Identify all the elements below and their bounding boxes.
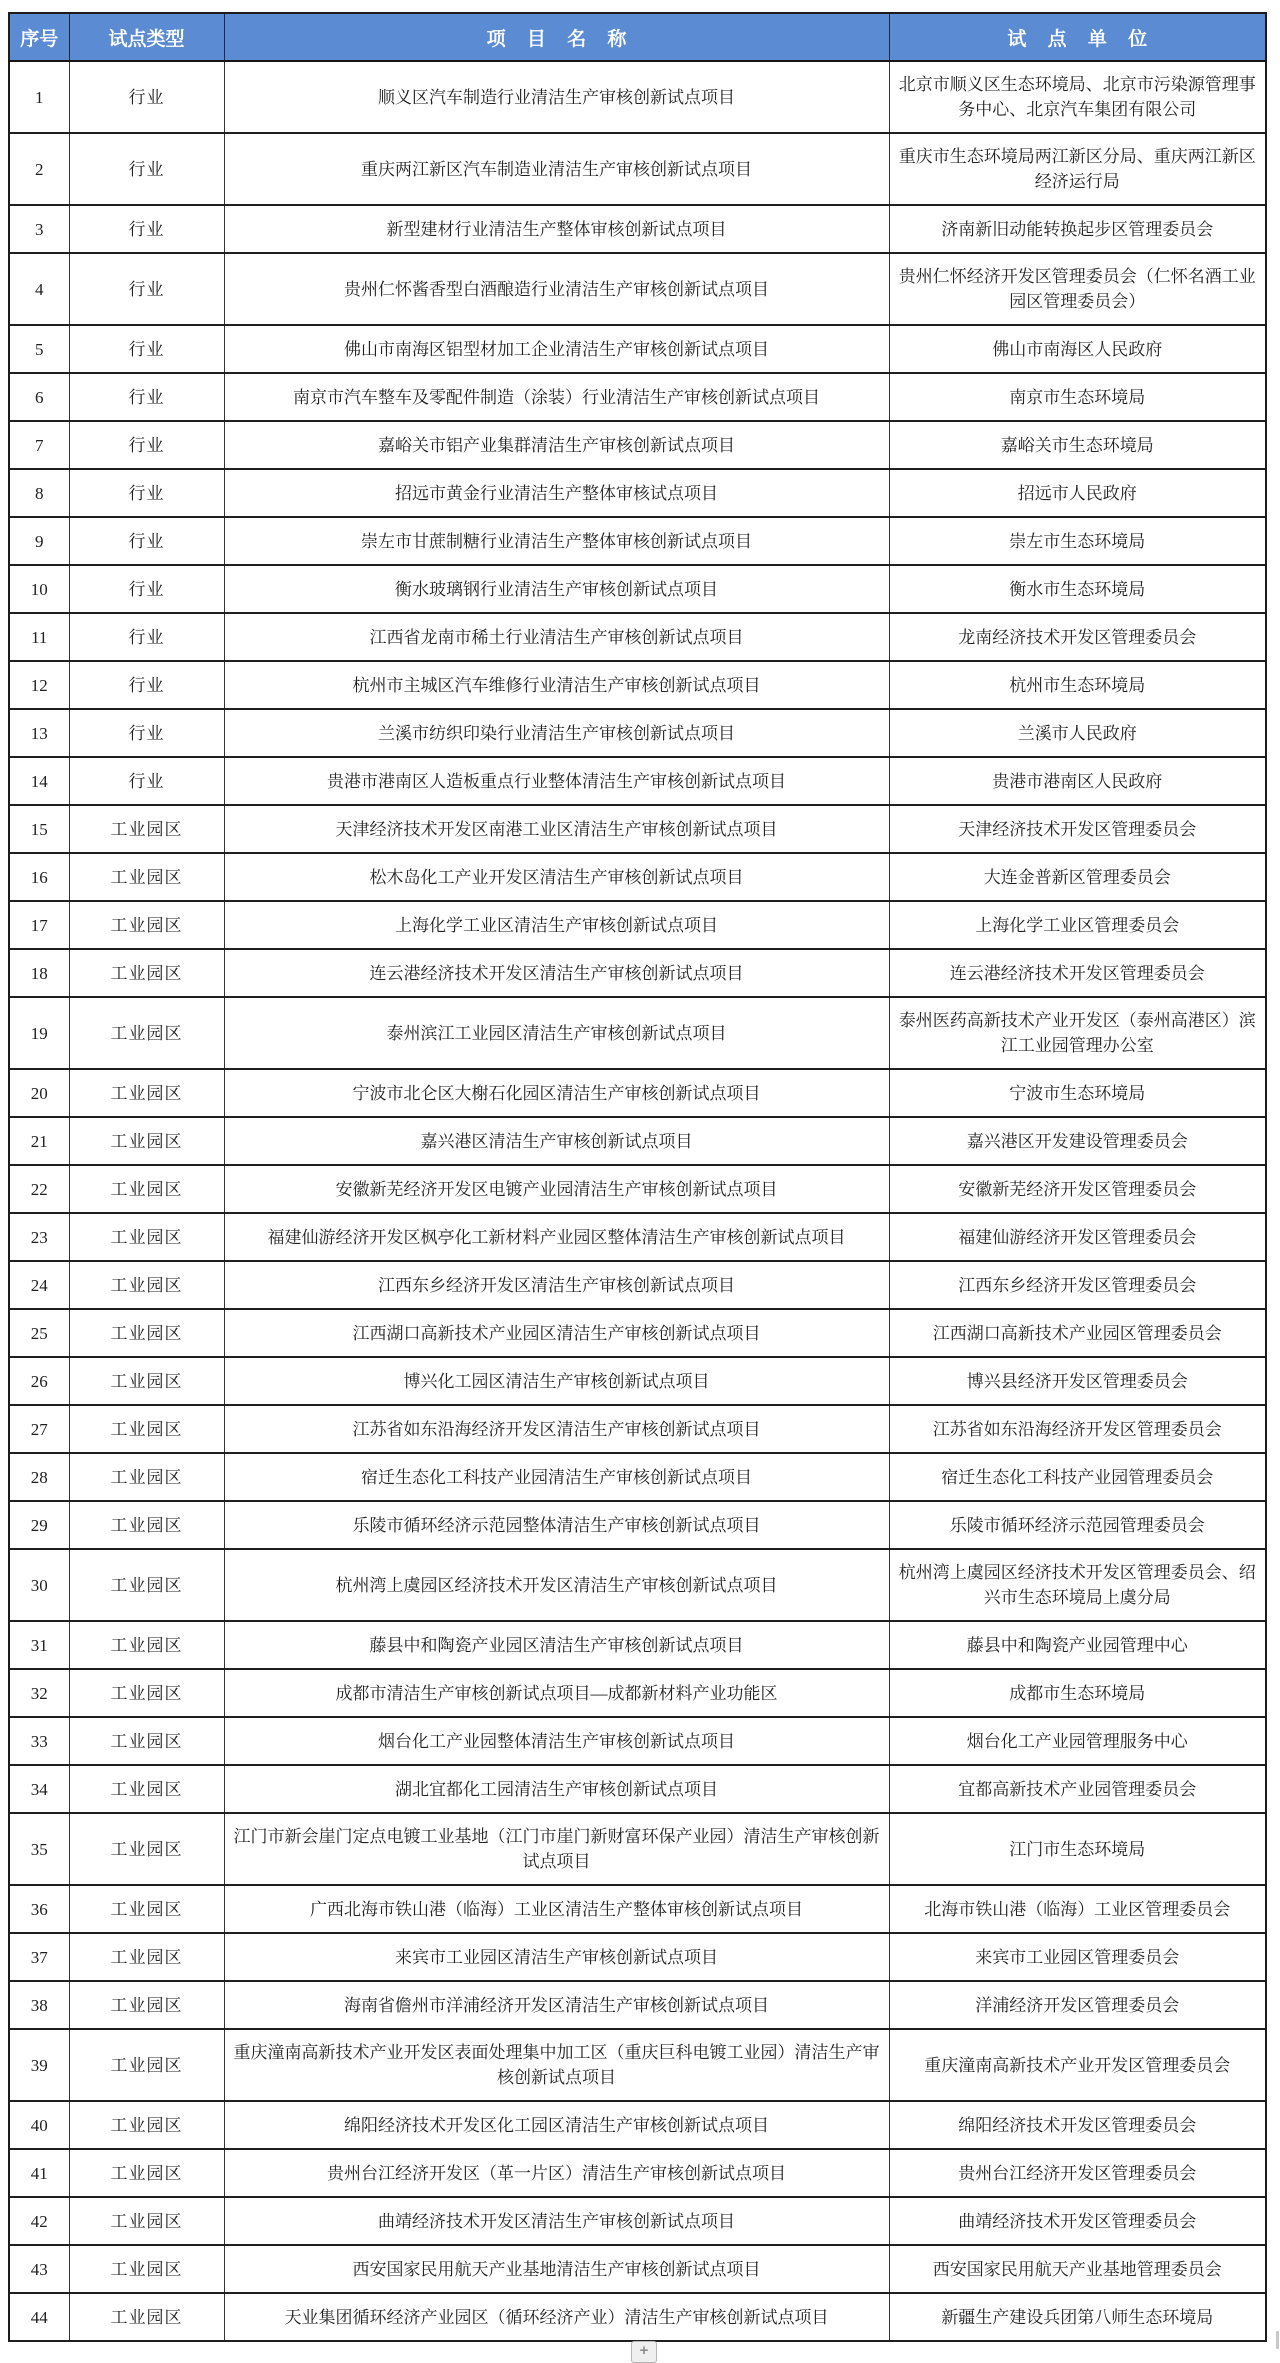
cell-pilot-type: 工业园区: [69, 2245, 224, 2293]
cell-pilot-unit: 北京市顺义区生态环境局、北京市污染源管理事务中心、北京汽车集团有限公司: [889, 61, 1266, 133]
cell-index: 5: [9, 325, 69, 373]
cell-project-name: 佛山市南海区铝型材加工企业清洁生产审核创新试点项目: [224, 325, 889, 373]
cell-pilot-type: 工业园区: [69, 1309, 224, 1357]
cell-pilot-unit: 藤县中和陶瓷产业园管理中心: [889, 1621, 1266, 1669]
cell-index: 12: [9, 661, 69, 709]
table-row: [9, 325, 1266, 373]
cell-pilot-type: 工业园区: [69, 1405, 224, 1453]
cell-index: 16: [9, 853, 69, 901]
table-body: [9, 61, 1266, 2341]
table-header-row: [9, 13, 1266, 61]
cell-index: 28: [9, 1453, 69, 1501]
cell-project-name: 来宾市工业园区清洁生产审核创新试点项目: [224, 1933, 889, 1981]
cell-pilot-unit: 新疆生产建设兵团第八师生态环境局: [889, 2293, 1266, 2341]
cell-pilot-unit: 招远市人民政府: [889, 469, 1266, 517]
cell-pilot-type: 行业: [69, 325, 224, 373]
cell-index: 43: [9, 2245, 69, 2293]
table-row: [9, 61, 1266, 133]
cell-project-name: 江门市新会崖门定点电镀工业基地（江门市崖门新财富环保产业园）清洁生产审核创新试点项目: [224, 1813, 889, 1885]
cell-pilot-type: 行业: [69, 373, 224, 421]
cell-pilot-type: 工业园区: [69, 1717, 224, 1765]
col-header-unit: 试 点 单 位: [889, 13, 1266, 61]
cell-project-name: 顺义区汽车制造行业清洁生产审核创新试点项目: [224, 61, 889, 133]
cell-index: 35: [9, 1813, 69, 1885]
cell-index: 27: [9, 1405, 69, 1453]
cell-project-name: 衡水玻璃钢行业清洁生产审核创新试点项目: [224, 565, 889, 613]
table-row: [9, 1717, 1266, 1765]
cell-project-name: 杭州湾上虞园区经济技术开发区清洁生产审核创新试点项目: [224, 1549, 889, 1621]
cell-project-name: 安徽新芜经济开发区电镀产业园清洁生产审核创新试点项目: [224, 1165, 889, 1213]
cell-index: 25: [9, 1309, 69, 1357]
cell-index: 19: [9, 997, 69, 1069]
cell-index: 22: [9, 1165, 69, 1213]
cell-pilot-type: 工业园区: [69, 2029, 224, 2101]
cell-pilot-type: 行业: [69, 469, 224, 517]
table-row: [9, 853, 1266, 901]
cell-pilot-unit: 江苏省如东沿海经济开发区管理委员会: [889, 1405, 1266, 1453]
table-row: [9, 1669, 1266, 1717]
cell-pilot-unit: 宿迁生态化工科技产业园管理委员会: [889, 1453, 1266, 1501]
cell-pilot-type: 工业园区: [69, 901, 224, 949]
table-row: [9, 1309, 1266, 1357]
cell-project-name: 嘉峪关市铝产业集群清洁生产审核创新试点项目: [224, 421, 889, 469]
cell-index: 41: [9, 2149, 69, 2197]
cell-pilot-type: 行业: [69, 253, 224, 325]
cell-pilot-unit: 龙南经济技术开发区管理委员会: [889, 613, 1266, 661]
cell-pilot-unit: 衡水市生态环境局: [889, 565, 1266, 613]
cell-pilot-unit: 乐陵市循环经济示范园管理委员会: [889, 1501, 1266, 1549]
cell-project-name: 烟台化工产业园整体清洁生产审核创新试点项目: [224, 1717, 889, 1765]
table-row: [9, 709, 1266, 757]
cell-project-name: 江西东乡经济开发区清洁生产审核创新试点项目: [224, 1261, 889, 1309]
cell-pilot-unit: 天津经济技术开发区管理委员会: [889, 805, 1266, 853]
cell-pilot-unit: 贵州仁怀经济开发区管理委员会（仁怀名酒工业园区管理委员会）: [889, 253, 1266, 325]
cell-project-name: 招远市黄金行业清洁生产整体审核试点项目: [224, 469, 889, 517]
cell-index: 31: [9, 1621, 69, 1669]
cell-pilot-unit: 重庆市生态环境局两江新区分局、重庆两江新区经济运行局: [889, 133, 1266, 205]
cell-project-name: 天津经济技术开发区南港工业区清洁生产审核创新试点项目: [224, 805, 889, 853]
cell-project-name: 连云港经济技术开发区清洁生产审核创新试点项目: [224, 949, 889, 997]
cell-index: 18: [9, 949, 69, 997]
table-row: [9, 2245, 1266, 2293]
cell-pilot-unit: 贵州台江经济开发区管理委员会: [889, 2149, 1266, 2197]
cell-project-name: 新型建材行业清洁生产整体审核创新试点项目: [224, 205, 889, 253]
table-row: [9, 2101, 1266, 2149]
cell-project-name: 海南省儋州市洋浦经济开发区清洁生产审核创新试点项目: [224, 1981, 889, 2029]
cell-project-name: 曲靖经济技术开发区清洁生产审核创新试点项目: [224, 2197, 889, 2245]
cell-index: 11: [9, 613, 69, 661]
cell-pilot-type: 工业园区: [69, 1981, 224, 2029]
cell-index: 1: [9, 61, 69, 133]
table-row: [9, 1213, 1266, 1261]
table-row: [9, 1261, 1266, 1309]
cell-index: 3: [9, 205, 69, 253]
cell-index: 6: [9, 373, 69, 421]
cell-index: 38: [9, 1981, 69, 2029]
cell-project-name: 泰州滨江工业园区清洁生产审核创新试点项目: [224, 997, 889, 1069]
cell-pilot-unit: 大连金普新区管理委员会: [889, 853, 1266, 901]
table-row: [9, 2029, 1266, 2101]
cell-project-name: 贵州台江经济开发区（革一片区）清洁生产审核创新试点项目: [224, 2149, 889, 2197]
cell-pilot-unit: 江西湖口高新技术产业园区管理委员会: [889, 1309, 1266, 1357]
cell-project-name: 江苏省如东沿海经济开发区清洁生产审核创新试点项目: [224, 1405, 889, 1453]
cell-project-name: 成都市清洁生产审核创新试点项目—成都新材料产业功能区: [224, 1669, 889, 1717]
cell-pilot-unit: 江西东乡经济开发区管理委员会: [889, 1261, 1266, 1309]
cell-pilot-type: 工业园区: [69, 1213, 224, 1261]
cell-pilot-unit: 杭州市生态环境局: [889, 661, 1266, 709]
cell-pilot-type: 工业园区: [69, 1621, 224, 1669]
cell-pilot-type: 工业园区: [69, 1933, 224, 1981]
table-row: [9, 253, 1266, 325]
cell-index: 20: [9, 1069, 69, 1117]
cell-index: 44: [9, 2293, 69, 2341]
cell-pilot-type: 行业: [69, 421, 224, 469]
cell-pilot-unit: 博兴县经济开发区管理委员会: [889, 1357, 1266, 1405]
cell-pilot-type: 工业园区: [69, 1549, 224, 1621]
table-row: [9, 757, 1266, 805]
cell-pilot-type: 工业园区: [69, 1813, 224, 1885]
table-row: [9, 1549, 1266, 1621]
cell-pilot-type: 工业园区: [69, 853, 224, 901]
cell-index: 24: [9, 1261, 69, 1309]
cell-index: 23: [9, 1213, 69, 1261]
cell-pilot-unit: 福建仙游经济开发区管理委员会: [889, 1213, 1266, 1261]
table-row: [9, 1069, 1266, 1117]
table-row: [9, 1765, 1266, 1813]
cell-pilot-unit: 南京市生态环境局: [889, 373, 1266, 421]
cell-pilot-unit: 嘉兴港区开发建设管理委员会: [889, 1117, 1266, 1165]
table-row: [9, 805, 1266, 853]
cell-pilot-type: 工业园区: [69, 1765, 224, 1813]
table-row: [9, 2293, 1266, 2341]
cell-index: 10: [9, 565, 69, 613]
cell-index: 42: [9, 2197, 69, 2245]
cell-pilot-type: 行业: [69, 709, 224, 757]
cell-index: 9: [9, 517, 69, 565]
cell-pilot-unit: 江门市生态环境局: [889, 1813, 1266, 1885]
cell-pilot-unit: 嘉峪关市生态环境局: [889, 421, 1266, 469]
cell-pilot-type: 工业园区: [69, 805, 224, 853]
cell-index: 14: [9, 757, 69, 805]
cell-pilot-unit: 泰州医药高新技术产业开发区（泰州高港区）滨江工业园管理办公室: [889, 997, 1266, 1069]
table-row: [9, 1621, 1266, 1669]
cell-pilot-type: 工业园区: [69, 997, 224, 1069]
cell-project-name: 重庆两江新区汽车制造业清洁生产审核创新试点项目: [224, 133, 889, 205]
cell-index: 7: [9, 421, 69, 469]
cell-project-name: 重庆潼南高新技术产业开发区表面处理集中加工区（重庆巨科电镀工业园）清洁生产审核创新试点项目: [224, 2029, 889, 2101]
cell-pilot-type: 工业园区: [69, 1165, 224, 1213]
cell-pilot-type: 行业: [69, 757, 224, 805]
cell-pilot-unit: 济南新旧动能转换起步区管理委员会: [889, 205, 1266, 253]
cell-pilot-type: 行业: [69, 661, 224, 709]
cell-project-name: 贵港市港南区人造板重点行业整体清洁生产审核创新试点项目: [224, 757, 889, 805]
cell-index: 8: [9, 469, 69, 517]
cell-pilot-unit: 来宾市工业园区管理委员会: [889, 1933, 1266, 1981]
table-row: [9, 421, 1266, 469]
cell-pilot-unit: 宜都高新技术产业园管理委员会: [889, 1765, 1266, 1813]
table-row: [9, 1165, 1266, 1213]
table-row: [9, 661, 1266, 709]
table-row: [9, 205, 1266, 253]
table-row: [9, 1933, 1266, 1981]
cell-project-name: 贵州仁怀酱香型白酒酿造行业清洁生产审核创新试点项目: [224, 253, 889, 325]
cell-pilot-unit: 佛山市南海区人民政府: [889, 325, 1266, 373]
table-row: [9, 1501, 1266, 1549]
table-plus-handle[interactable]: +: [631, 2341, 657, 2363]
cell-index: 26: [9, 1357, 69, 1405]
cell-project-name: 宁波市北仑区大榭石化园区清洁生产审核创新试点项目: [224, 1069, 889, 1117]
document-page: [8, 12, 1265, 2342]
col-header-index: 序号: [9, 13, 69, 61]
cell-project-name: 湖北宜都化工园清洁生产审核创新试点项目: [224, 1765, 889, 1813]
cell-pilot-type: 行业: [69, 517, 224, 565]
table-row: [9, 1405, 1266, 1453]
pilot-project-table: [8, 12, 1267, 2342]
cell-pilot-type: 工业园区: [69, 2149, 224, 2197]
cell-pilot-type: 工业园区: [69, 2101, 224, 2149]
cell-project-name: 西安国家民用航天产业基地清洁生产审核创新试点项目: [224, 2245, 889, 2293]
cell-project-name: 天业集团循环经济产业园区（循环经济产业）清洁生产审核创新试点项目: [224, 2293, 889, 2341]
table-row: [9, 1357, 1266, 1405]
table-row: [9, 949, 1266, 997]
cell-pilot-unit: 安徽新芜经济开发区管理委员会: [889, 1165, 1266, 1213]
cell-project-name: 博兴化工园区清洁生产审核创新试点项目: [224, 1357, 889, 1405]
table-row: [9, 373, 1266, 421]
table-row: [9, 2197, 1266, 2245]
cell-pilot-type: 行业: [69, 61, 224, 133]
table-row: [9, 1981, 1266, 2029]
cell-pilot-unit: 成都市生态环境局: [889, 1669, 1266, 1717]
cell-project-name: 广西北海市铁山港（临海）工业区清洁生产整体审核创新试点项目: [224, 1885, 889, 1933]
cell-pilot-type: 行业: [69, 133, 224, 205]
cell-pilot-unit: 宁波市生态环境局: [889, 1069, 1266, 1117]
cell-index: 29: [9, 1501, 69, 1549]
cell-project-name: 上海化学工业区清洁生产审核创新试点项目: [224, 901, 889, 949]
table-row: [9, 469, 1266, 517]
cell-index: 33: [9, 1717, 69, 1765]
table-row: [9, 997, 1266, 1069]
cell-index: 40: [9, 2101, 69, 2149]
cell-project-name: 南京市汽车整车及零配件制造（涂装）行业清洁生产审核创新试点项目: [224, 373, 889, 421]
cell-index: 36: [9, 1885, 69, 1933]
table-row: [9, 517, 1266, 565]
table-row: [9, 1813, 1266, 1885]
cell-project-name: 崇左市甘蔗制糖行业清洁生产整体审核创新试点项目: [224, 517, 889, 565]
cell-index: 30: [9, 1549, 69, 1621]
cell-pilot-type: 工业园区: [69, 2293, 224, 2341]
cell-index: 21: [9, 1117, 69, 1165]
cell-index: 13: [9, 709, 69, 757]
cell-project-name: 松木岛化工产业开发区清洁生产审核创新试点项目: [224, 853, 889, 901]
cell-pilot-unit: 洋浦经济开发区管理委员会: [889, 1981, 1266, 2029]
cell-pilot-type: 工业园区: [69, 1117, 224, 1165]
cell-index: 37: [9, 1933, 69, 1981]
cell-project-name: 藤县中和陶瓷产业园区清洁生产审核创新试点项目: [224, 1621, 889, 1669]
cell-pilot-unit: 兰溪市人民政府: [889, 709, 1266, 757]
cell-index: 4: [9, 253, 69, 325]
cell-project-name: 杭州市主城区汽车维修行业清洁生产审核创新试点项目: [224, 661, 889, 709]
table-row: [9, 613, 1266, 661]
cell-index: 2: [9, 133, 69, 205]
cell-pilot-type: 工业园区: [69, 1453, 224, 1501]
table-row: [9, 1117, 1266, 1165]
cell-project-name: 江西省龙南市稀土行业清洁生产审核创新试点项目: [224, 613, 889, 661]
cell-pilot-type: 工业园区: [69, 2197, 224, 2245]
table-row: [9, 1453, 1266, 1501]
table-row: [9, 901, 1266, 949]
cell-pilot-type: 工业园区: [69, 1261, 224, 1309]
cell-pilot-type: 工业园区: [69, 1501, 224, 1549]
cell-project-name: 福建仙游经济开发区枫亭化工新材料产业园区整体清洁生产审核创新试点项目: [224, 1213, 889, 1261]
cell-pilot-unit: 贵港市港南区人民政府: [889, 757, 1266, 805]
cell-pilot-type: 行业: [69, 613, 224, 661]
cell-pilot-unit: 曲靖经济技术开发区管理委员会: [889, 2197, 1266, 2245]
cell-pilot-unit: 烟台化工产业园管理服务中心: [889, 1717, 1266, 1765]
cell-project-name: 绵阳经济技术开发区化工园区清洁生产审核创新试点项目: [224, 2101, 889, 2149]
cell-project-name: 江西湖口高新技术产业园区清洁生产审核创新试点项目: [224, 1309, 889, 1357]
cell-pilot-unit: 上海化学工业区管理委员会: [889, 901, 1266, 949]
col-header-type: 试点类型: [69, 13, 224, 61]
cell-index: 39: [9, 2029, 69, 2101]
cell-pilot-unit: 连云港经济技术开发区管理委员会: [889, 949, 1266, 997]
cell-pilot-unit: 崇左市生态环境局: [889, 517, 1266, 565]
cell-pilot-type: 行业: [69, 205, 224, 253]
cell-pilot-type: 行业: [69, 565, 224, 613]
cell-pilot-type: 工业园区: [69, 1069, 224, 1117]
cell-project-name: 宿迁生态化工科技产业园清洁生产审核创新试点项目: [224, 1453, 889, 1501]
cell-pilot-unit: 重庆潼南高新技术产业开发区管理委员会: [889, 2029, 1266, 2101]
col-header-project: 项 目 名 称: [224, 13, 889, 61]
cell-index: 32: [9, 1669, 69, 1717]
cell-project-name: 乐陵市循环经济示范园整体清洁生产审核创新试点项目: [224, 1501, 889, 1549]
cell-project-name: 兰溪市纺织印染行业清洁生产审核创新试点项目: [224, 709, 889, 757]
table-row: [9, 133, 1266, 205]
cell-pilot-unit: 西安国家民用航天产业基地管理委员会: [889, 2245, 1266, 2293]
scrollbar-fragment[interactable]: [1276, 2331, 1279, 2349]
cell-index: 17: [9, 901, 69, 949]
cell-pilot-type: 工业园区: [69, 1669, 224, 1717]
table-row: [9, 565, 1266, 613]
cell-project-name: 嘉兴港区清洁生产审核创新试点项目: [224, 1117, 889, 1165]
cell-pilot-unit: 杭州湾上虞园区经济技术开发区管理委员会、绍兴市生态环境局上虞分局: [889, 1549, 1266, 1621]
cell-index: 34: [9, 1765, 69, 1813]
cell-pilot-unit: 绵阳经济技术开发区管理委员会: [889, 2101, 1266, 2149]
table-row: [9, 2149, 1266, 2197]
cell-pilot-type: 工业园区: [69, 1885, 224, 1933]
table-row: [9, 1885, 1266, 1933]
cell-pilot-type: 工业园区: [69, 949, 224, 997]
cell-pilot-type: 工业园区: [69, 1357, 224, 1405]
cell-index: 15: [9, 805, 69, 853]
cell-pilot-unit: 北海市铁山港（临海）工业区管理委员会: [889, 1885, 1266, 1933]
